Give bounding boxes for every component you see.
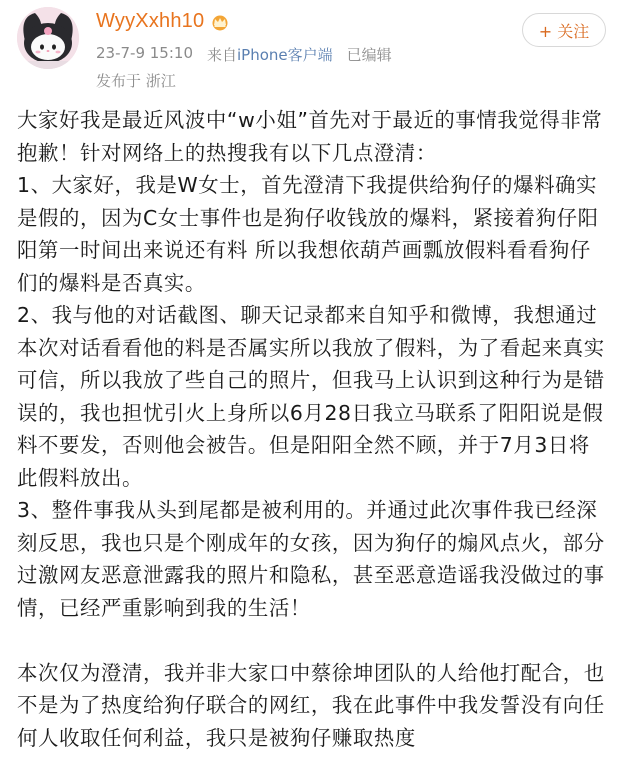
- source-prefix: 来自: [207, 46, 238, 64]
- post-paragraph-point-1: 1、大家好，我是W女士，首先澄清下我提供给狗仔的爆料确实是假的，因为C女士事件也是狗仔收钱放的爆料，紧接着狗仔阳阳第一时间出来说还有料 所以我想依葫芦画瓢放假料看看狗仔们的爆料是否真实。: [17, 173, 599, 295]
- crown-icon: [209, 13, 231, 31]
- post-paragraph-closing: 本次仅为澄清，我并非大家口中蔡徐坤团队的人给他打配合，也不是为了热度给狗仔联合的网红，我在此事件中我发誓没有向任何人收取任何利益，我只是被狗仔赚取热度: [17, 660, 605, 750]
- edited-label[interactable]: 已编辑: [346, 46, 392, 64]
- kuromi-avatar-icon: [17, 7, 79, 69]
- post-meta: [96, 44, 392, 65]
- post-timestamp: 23-7-9 15:10: [96, 44, 193, 62]
- paragraph-spacer: [17, 624, 609, 657]
- post-paragraph-point-3: 3、整件事我从头到尾都是被利用的。并通过此次事件我已经深刻反思，我也只是个刚成年的女孩，因为狗仔的煽风点火，部分过激网友恶意泄露我的照片和隐私，甚至恶意造谣我没做过的事情，已经严重影响到我的生活！: [17, 498, 605, 620]
- post-paragraph-intro: 大家好我是最近风波中“w小姐”首先对于最近的事情我觉得非常抱歉！针对网络上的热搜我有以下几点澄清：: [17, 108, 603, 165]
- post-location: 发布于 浙江: [96, 72, 176, 90]
- post-paragraph-point-2: 2、我与他的对话截图、聊天记录都来自知乎和微博，我想通过本次对话看看他的料是否属实所以我放了假料，为了看起来真实可信，所以我放了些自己的照片，但我马上认识到这种行为是错误的，我也担忧引火上身所以6月28日我立马联系了阳阳说是假料不要发，否则他会被告。但是阳阳全然不顾，并于7月3日将此假料放出。: [17, 303, 605, 490]
- post-header: [0, 0, 617, 100]
- username[interactable]: WyyXxhh10: [96, 10, 205, 32]
- source-client-link[interactable]: iPhone客户端: [237, 46, 333, 64]
- username-row: [96, 10, 231, 33]
- post-content: [17, 104, 609, 754]
- follow-button[interactable]: + 关注: [522, 13, 606, 47]
- avatar[interactable]: [17, 7, 79, 69]
